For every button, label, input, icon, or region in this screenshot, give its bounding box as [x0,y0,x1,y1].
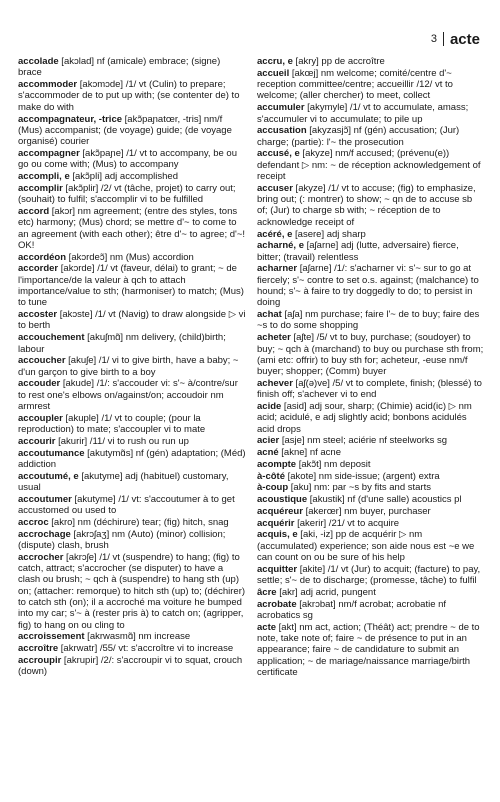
entry-headword: acquis, e [257,529,298,541]
dictionary-entry [18,252,246,263]
dictionary-entry [257,494,485,505]
entry-headword: achat [257,309,282,321]
entry-definition: [aʃarne] /1/: s'acharner vi: s'~ sur to go at fiercely; s'~ contre to set o.s. against; (malchance) to hound; s'~ à faire to try doggedly to do; to persist in doing [257,263,479,309]
entry-headword: accompagnateur, -trice [18,113,123,125]
dictionary-entry [18,552,246,631]
entry-definition: [akrɔʃaʒ] nm (Auto) (minor) collision; (dispute) clash, brush [18,528,226,551]
dictionary-entry [18,148,246,171]
dictionary-entry [18,655,246,678]
entry-definition: [akyze] nm/f accused; (prévenu(e)) defendant ▷ nm: ~ de réception acknowledgement of receipt [257,148,481,182]
dictionary-entry [257,518,485,529]
dictionary-entry [18,206,246,251]
entry-headword: accordéon [18,251,67,263]
dictionary-entry [18,517,246,528]
dictionary-entry [257,229,485,240]
dictionary-entry [18,332,246,355]
entry-definition: [akude] /1/: s'accouder vi: s'~ à/contre/sur to rest one's elbows on/against/on; accoudoir nm armrest [18,378,238,412]
entry-headword: accourir [18,435,56,447]
dictionary-entry [257,564,485,587]
entry-headword: acharner [257,263,298,275]
entry-headword: acheter [257,332,291,344]
entry-headword: accroc [18,516,49,528]
entry-headword: accolade [18,56,59,67]
entry-definition: [aʃarne] adj (lutte, adversaire) fierce, bitter; (travail) relentless [257,240,459,263]
entry-headword: accouder [18,378,61,390]
dictionary-entry [257,102,485,125]
entry-definition: [aʃa] nm purchase; faire l'~ de to buy; faire des ~s to do some shopping [257,309,480,332]
entry-headword: accorder [18,263,59,275]
dictionary-entry [257,435,485,446]
entry-definition: [akustik] nf (d'une salle) acoustics pl [307,494,462,506]
entry-headword: accrocher [18,551,64,563]
entry-definition: [akuple] /1/ vt to couple; (pour la reproduction) to mate; s'accoupler vi to mate [18,412,206,436]
entry-headword: accommoder [18,79,78,91]
entry-definition: [akymyle] /1/ vt to accumulate, amass; s'accumuler vi to accumulate; to pile up [257,102,469,125]
entry-definition: [akɔmɔde] /1/ vt (Culin) to prepare; s'accommoder de to put up with; (se contenter de) to make do with [18,79,240,113]
dictionary-entry [18,263,246,308]
entry-definition: [asid] adj sour, sharp; (Chimie) acid(ic) ▷ nm acid; acidulé, e adj slightly acid; bonbons acidulés acid drops [257,401,472,435]
page-header [431,30,480,48]
entry-definition: [akro] nm (déchirure) tear; (fig) hitch, snag [48,516,229,528]
dictionary-entry [257,471,485,482]
entry-headword: accroupir [18,654,62,666]
entry-headword: acquéreur [257,505,303,517]
left-column [18,56,246,678]
entry-headword: accroissement [18,631,85,643]
entry-definition: [akerir] /21/ vt to acquire [294,517,400,529]
entry-headword: acide [257,401,282,412]
entry-definition: [akutymɑ̃s] nf (gén) adaptation; (Méd) addiction [18,447,246,470]
entry-definition: [aʃte] /5/ vt to buy, purchase; (soudoyer) to buy; ~ qch à (marchand) to buy ou purchase sth from; (ami etc: offrir) to buy sth for; acheteur, -euse nm/f buyer; shopper; (Comm) buyer [257,332,484,378]
entry-definition: [akɔr] nm agreement; (entre des styles, tons etc) harmony; (Mus) chord; se mettre d'~ to come to an agreement (with each other); être d'~ to agree; d'~! OK! [18,205,246,251]
dictionary-entry [257,183,485,228]
header-divider [443,32,444,46]
entry-definition: [asere] adj sharp [292,228,366,240]
entry-headword: accusation [257,125,307,137]
entry-definition: [akɔ̃pli] adj accomplished [69,171,178,182]
entry-headword: accomplir [18,182,63,194]
entry-definition: [akne] nf acne [278,447,341,459]
dictionary-entry [257,56,485,67]
dictionary-entry [18,413,246,436]
entry-headword: accompli, e [18,171,70,182]
entry-definition: [akrɔʃe] /1/ vt (suspendre) to hang; (fig) to catch, attract; s'accrocher (se disputer) to have a clash ou brush; ~ qch à (suspendre) to hang sth (up) on; (attacher: remorque) to hitch sth (up) to; (déchirer) to catch sth (on); il a accroché ma voiture he bumped into my car; s'~ à (rester pris à) to catch on; (agripper, fig) to hang on ou cling to [18,551,246,631]
dictionary-entry [257,401,485,435]
entry-definition: [akr] adj acrid, pungent [276,586,376,598]
dictionary-entry [18,114,246,148]
dictionary-entry [18,183,246,206]
dictionary-entry [18,355,246,378]
entry-definition: [akite] /1/ vt (Jur) to acquit; (facture) to pay, settle; s'~ de to discharge; (promesse, tâche) to fulfil [257,563,481,587]
entry-headword: acquitter [257,563,298,575]
entry-definition: [akɔste] /1/ vt (Navig) to draw alongside ▷ vi to berth [18,309,246,332]
dictionary-entry [257,599,485,622]
entry-definition: [akrɔbat] nm/f acrobat; acrobatie nf acrobatics sg [257,598,447,621]
entry-headword: accusé, e [257,148,300,160]
dictionary-entry [18,631,246,642]
entry-headword: accoutumé, e [18,470,79,482]
entry-definition: [akutyme] adj (habituel) customary, usual [18,470,229,493]
dictionary-entry [257,459,485,470]
dictionary-entry [18,494,246,517]
entry-definition: [akɔlad] nf (amicale) embrace; (signe) brace [18,56,221,79]
entry-definition: [akɔ̃paɲatœr, -tris] nm/f (Mus) accompanist; (de voyage) guide; (de voyage organisé) courier [18,113,232,148]
entry-headword: accroître [18,643,59,655]
entry-headword: accord [18,205,50,217]
entry-definition: [akœj] nm welcome; comité/centre d'~ reception committee/centre; accueillir /12/ vt to welcome; (aller chercher) to meet, collect [257,67,453,102]
entry-definition: [akrwasmɑ̃] nm increase [84,631,191,643]
dictionary-entry [257,587,485,598]
entry-headword: accompagner [18,147,80,159]
entry-headword: accouchement [18,332,85,344]
dictionary-entry [18,448,246,471]
entry-headword: acharné, e [257,240,304,252]
dictionary-entry [18,436,246,447]
entry-headword: accoucher [18,355,66,367]
entry-definition: [akɔrdeɔ̃] nm (Mus) accordion [66,251,194,263]
dictionary-entry [18,171,246,182]
entry-definition: [akɔ̃paɲe] /1/ vt to accompany, be ou go ou come with; (Mus) to accompany [18,147,237,171]
dictionary-entry [18,378,246,412]
dictionary-entry [257,447,485,458]
dictionary-entry [257,529,485,563]
entry-definition: [akɔ̃plir] /2/ vt (tâche, projet) to carry out; (souhait) to fulfil; s'accomplir vi to be fulfilled [18,182,236,206]
entry-definition: [aʃ(ə)ve] /5/ vt to complete, finish; (blessé) to finish off; s'achever vi to end [257,377,482,401]
entry-headword: à-côté [257,470,285,482]
entry-definition: [aku] nm: par ~s by fits and starts [288,482,431,494]
entry-headword: accuser [257,182,293,194]
entry-definition: [akuʃe] /1/ vi to give birth, have a baby; ~ d'un garçon to give birth to a boy [18,355,239,378]
entry-definition: [akyze] /1/ vt to accuse; (fig) to emphasize, bring out; (: montrer) to show; ~ qn de to accuse sb of; (Jur) to charge sb with; ~ réception de to acknowledge receipt of [257,182,476,228]
entry-headword: acné [257,447,279,459]
entry-definition: [akt] nm act, action; (Théât) act; prendre ~ de to note, take note of; faire ~ de présence to put in an appearance; faire ~ de candidature to submit an application; ~ de mariage/naissance marriage/birth certificate [257,621,480,678]
entry-headword: à-coup [257,482,289,494]
dictionary-entry [257,378,485,401]
dictionary-entry [257,332,485,377]
entry-headword: accoupler [18,412,63,424]
entry-definition: [akerœr] nm buyer, purchaser [302,505,431,517]
entry-headword: acquérir [257,517,295,529]
entry-headword: accueil [257,67,290,79]
entry-definition: [akɔ̃t] nm deposit [296,458,371,470]
entry-headword: achever [257,377,293,389]
dictionary-entry [18,56,246,79]
entry-headword: accrochage [18,528,71,540]
entry-definition: [akuʃmɑ̃] nm delivery, (child)birth; labour [18,332,226,355]
entry-definition: [akɔrde] /1/ vt (faveur, délai) to grant; ~ de l'importance/de la valeur à qch to attach importance/value to sth; (harmoniser) to match; (Mus) to tune [18,263,244,309]
dictionary-entry [257,506,485,517]
entry-headword: acéré, e [257,228,293,240]
entry-definition: [akote] nm side-issue; (argent) extra [284,470,440,482]
entry-headword: accoutumer [18,493,72,505]
right-column [257,56,485,679]
page-number: 3 [430,33,437,45]
entry-definition: [akrupir] /2/: s'accroupir vi to squat, crouch (down) [18,654,243,678]
entry-headword: accru, e [257,56,293,67]
entry-definition: [akurir] /11/ vi to rush ou run up [55,435,189,447]
dictionary-entry [18,529,246,552]
entry-definition: [akrwatr] /55/ vt: s'accroître vi to increase [58,643,234,655]
entry-definition: [akutyme] /1/ vt: s'accoutumer à to get accustomed ou used to [18,493,235,517]
dictionary-entry [18,79,246,113]
dictionary-entry [257,125,485,148]
entry-definition: [aki, -iz] pp de acquérir ▷ nm (accumulated) experience; son aide nous est ~e we can count on ou be sure of his help [257,529,475,563]
entry-headword: acrobate [257,598,297,610]
entry-headword: acte [257,621,277,633]
entry-headword: accoster [18,309,58,321]
dictionary-entry [257,240,485,263]
dictionary-entry [257,148,485,182]
dictionary-entry [18,309,246,332]
dictionary-entry [257,482,485,493]
entry-headword: accumuler [257,102,305,114]
entry-definition: [akry] pp de accroître [292,56,385,67]
entry-headword: acier [257,435,280,447]
entry-headword: acoustique [257,494,308,506]
entry-headword: accoutumance [18,447,85,459]
entry-headword: acompte [257,458,297,470]
dictionary-entry [18,643,246,654]
dictionary-entry [18,471,246,494]
dictionary-entry [257,309,485,332]
entry-headword: âcre [257,586,277,598]
entry-definition: [akyzasjɔ̃] nf (gén) accusation; (Jur) charge; (partie): l'~ the prosecution [257,125,460,148]
dictionary-entry [257,263,485,308]
guide-word: acte [449,30,480,48]
dictionary-entry [257,68,485,102]
entry-definition: [asje] nm steel; aciérie nf steelworks sg [279,435,448,447]
dictionary-entry [257,622,485,679]
